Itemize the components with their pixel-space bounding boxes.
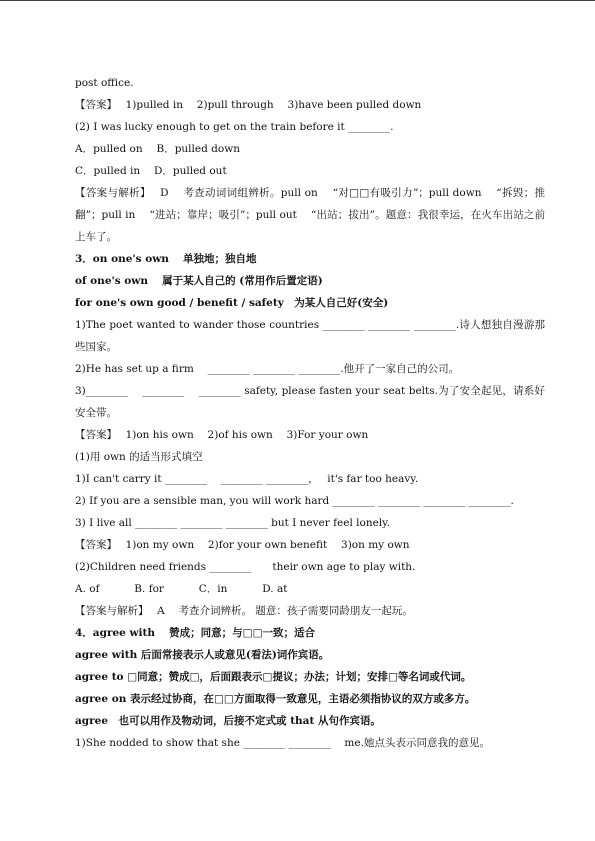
answer-line: 【答案】 1)on his own 2)of his own 3)For your own	[75, 429, 369, 441]
exercise-line: 2)He has set up a firm ________ ________ ________.他开了一家自己的公司。	[75, 363, 460, 375]
question-line: (2) I was lucky enough to get on the train before it ________.	[75, 121, 394, 133]
usage-note: agree to □同意；赞成□，后面跟表示□提议；办法；计划；安排□等名词或代词。	[75, 671, 472, 683]
exercise-line: 1)She nodded to show that she ________ ________ me.她点头表示同意我的意见。	[75, 737, 490, 749]
usage-note: agree on 表示经过协商，在□□方面取得一致意见，主语必须指协议的双方或多方。	[75, 693, 476, 705]
explanation-line: 【答案与解析】 A 考查介词辨析。 题意：孩子需要同龄朋友一起玩。	[75, 605, 413, 617]
section-heading: 3．on one's own 单独地；独自地	[75, 253, 257, 265]
usage-note: agree with 后面常接表示人或意见(看法)词作宾语。	[75, 649, 330, 661]
usage-note: agree 也可以用作及物动词，后接不定式或 that 从句作宾语。	[75, 715, 381, 727]
phrase-heading: for one's own good / benefit / safety 为某人自己好(安全)	[75, 297, 389, 309]
instruction-line: (1)用 own 的适当形式填空	[75, 451, 203, 463]
exercise-line: 1)I can't carry it ________ ________ ________， it's far too heavy.	[75, 473, 419, 485]
question-line: (2)Children need friends ________ their own age to play with.	[75, 561, 416, 573]
document-page	[75, 72, 545, 754]
answer-line: 【答案】 1)on my own 2)for your own benefit 3)on my own	[75, 539, 410, 551]
option-line: A. of B. for C．in D. at	[75, 583, 288, 595]
option-line: C．pulled in D．pulled out	[75, 165, 227, 177]
explanation-paragraph: 【答案与解析】 D 考查动词词组辨析。pull on “对□□有吸引力”；pull down “拆毁；推翻”；pull in “进站；靠岸；吸引”；pull out “出站；拔出”。题意：我很幸运，在火车出站之前上车了。	[75, 187, 545, 243]
exercise-line: 2) If you are a sensible man, you will work hard ________ ________ ________ ________.	[75, 495, 514, 507]
answer-line: 【答案】 1)pulled in 2)pull through 3)have been pulled down	[75, 99, 422, 111]
exercise-paragraph: 3)________ ________ ________ safety, please fasten your seat belts.为了安全起见，请系好安全带。	[75, 385, 545, 419]
exercise-line: 3) I live all ________ ________ ________ but I never feel lonely.	[75, 517, 391, 529]
text-line: post office.	[75, 77, 134, 89]
option-line: A．pulled on B．pulled down	[75, 143, 240, 155]
phrase-heading: of one's own 属于某人自己的 (常用作后置定语)	[75, 275, 323, 287]
section-heading: 4．agree with 赞成；同意；与□□一致；适合	[75, 627, 316, 639]
exercise-paragraph: 1)The poet wanted to wander those countries ________ ________ ________.诗人想独自漫游那些国家。	[75, 319, 545, 353]
top-rule	[0, 0, 595, 1]
